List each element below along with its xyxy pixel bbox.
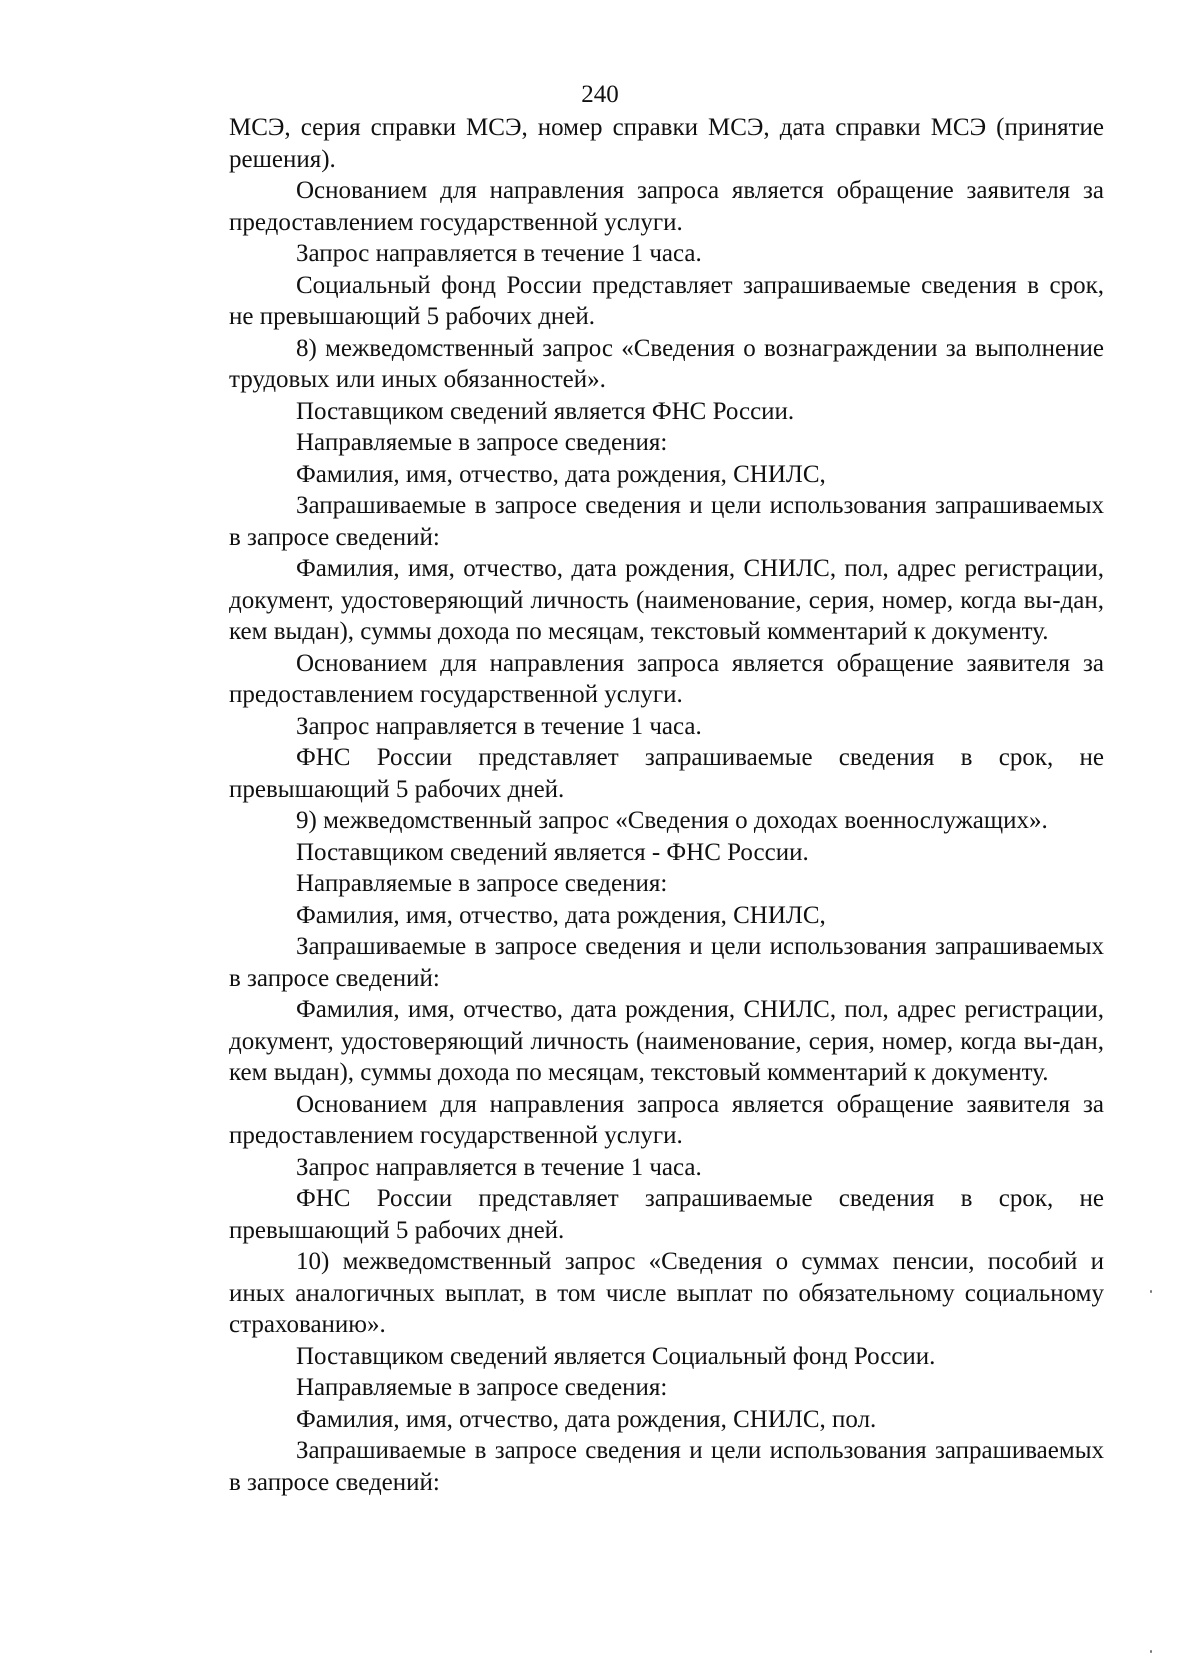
paragraph-11: Запрос направляется в течение 1 часа. [296, 712, 702, 740]
paragraph-25: Фамилия, имя, отчество, дата рождения, СНИЛС, пол. [296, 1405, 877, 1433]
document-body [229, 112, 1104, 1498]
paragraph-13: 9) межведомственный запрос «Сведения о доходах военнослужащих». [296, 807, 1048, 834]
scan-speck [1150, 1290, 1152, 1293]
paragraph-24: Направляемые в запросе сведения: [296, 1374, 668, 1401]
paragraph-5: Поставщиком сведений является ФНС России. [296, 397, 795, 425]
paragraph-18: Фамилия, имя, отчество, дата рождения, СНИЛС, пол, адрес регистрации, документ, удостоверяющий личность (наименование, серия, номер, когда вы-дан, кем выдан), суммы дохода по месяцам, текстовый комментарий к документу. [229, 996, 1104, 1086]
paragraph-7: Фамилия, имя, отчество, дата рождения, СНИЛС, [296, 460, 826, 488]
paragraph-0: МСЭ, серия справки МСЭ, номер справки МСЭ, дата справки МСЭ (принятие решения). [229, 114, 1104, 173]
paragraph-22: 10) межведомственный запрос «Сведения о суммах пенсии, пособий и иных аналогичных выплат, в том числе выплат по обязательному социальному страхованию». [229, 1248, 1104, 1338]
paragraph-12: ФНС России представляет запрашиваемые сведения в срок, не превышающий 5 рабочих дней. [229, 744, 1104, 803]
paragraph-17: Запрашиваемые в запросе сведения и цели использования запрашиваемых в запросе сведений: [229, 933, 1104, 992]
paragraph-21: ФНС России представляет запрашиваемые сведения в срок, не превышающий 5 рабочих дней. [229, 1185, 1104, 1244]
paragraph-26: Запрашиваемые в запросе сведения и цели использования запрашиваемых в запросе сведений: [229, 1437, 1104, 1496]
paragraph-19: Основанием для направления запроса является обращение заявителя за предоставлением государственной услуги. [229, 1090, 1104, 1149]
paragraph-2: Запрос направляется в течение 1 часа. [296, 240, 702, 267]
paragraph-8: Запрашиваемые в запросе сведения и цели использования запрашиваемых в запросе сведений: [229, 492, 1104, 551]
paragraph-1: Основанием для направления запроса является обращение заявителя за предоставлением государственной услуги. [229, 177, 1104, 236]
paragraph-14: Поставщиком сведений является - ФНС России. [296, 838, 809, 866]
page-number: 240 [581, 81, 619, 108]
paragraph-23: Поставщиком сведений является Социальный фонд России. [296, 1342, 936, 1370]
paragraph-9: Фамилия, имя, отчество, дата рождения, СНИЛС, пол, адрес регистрации, документ, удостоверяющий личность (наименование, серия, номер, когда вы-дан, кем выдан), суммы дохода по месяцам, текстовый комментарий к документу. [229, 555, 1104, 645]
paragraph-4: 8) межведомственный запрос «Сведения о вознаграждении за выполнение трудовых или иных обязанностей». [229, 334, 1104, 393]
paragraph-10: Основанием для направления запроса является обращение заявителя за предоставлением государственной услуги. [229, 649, 1104, 708]
paragraph-15: Направляемые в запросе сведения: [296, 870, 668, 897]
scan-speck [1150, 1650, 1152, 1653]
paragraph-20: Запрос направляется в течение 1 часа. [296, 1153, 702, 1181]
paragraph-6: Направляемые в запросе сведения: [296, 429, 668, 456]
paragraph-3: Социальный фонд России представляет запрашиваемые сведения в срок, не превышающий 5 рабочих дней. [229, 271, 1104, 330]
paragraph-16: Фамилия, имя, отчество, дата рождения, СНИЛС, [296, 901, 826, 929]
